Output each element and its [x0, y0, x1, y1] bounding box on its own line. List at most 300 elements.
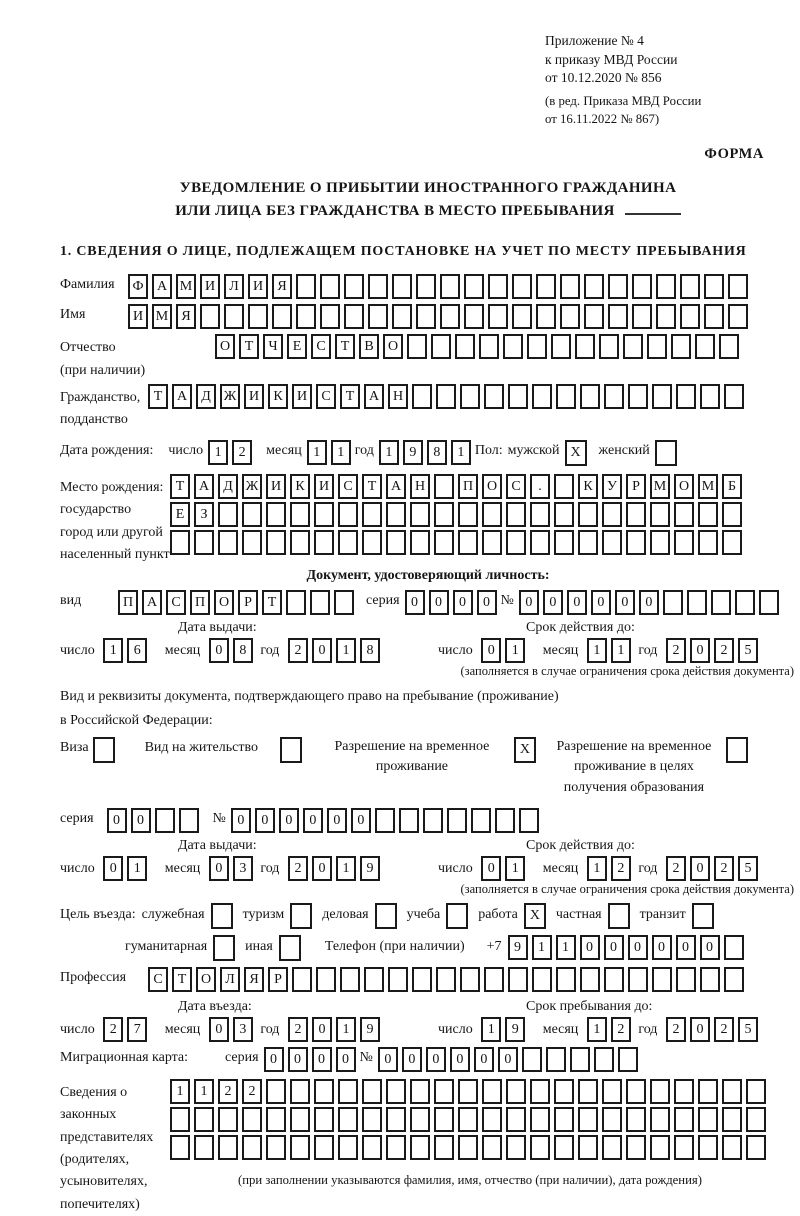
char-box[interactable]: [464, 304, 484, 329]
char-box[interactable]: 2: [714, 856, 734, 881]
char-box[interactable]: Д: [196, 384, 216, 409]
char-box[interactable]: [652, 384, 672, 409]
char-box[interactable]: [508, 967, 528, 992]
char-box[interactable]: [626, 1107, 646, 1132]
char-box[interactable]: [386, 1107, 406, 1132]
representatives-line2[interactable]: [170, 1107, 770, 1132]
char-box[interactable]: [464, 274, 484, 299]
char-box[interactable]: [506, 1079, 526, 1104]
char-box[interactable]: [719, 334, 739, 359]
char-box[interactable]: 1: [331, 440, 351, 465]
char-box[interactable]: [392, 304, 412, 329]
char-box[interactable]: [698, 1135, 718, 1160]
char-box[interactable]: [344, 304, 364, 329]
stay-until-year-boxes[interactable]: [666, 1017, 762, 1042]
char-box[interactable]: [626, 1079, 646, 1104]
char-box[interactable]: 0: [209, 1017, 229, 1042]
char-box[interactable]: 0: [676, 935, 696, 960]
char-box[interactable]: [656, 274, 676, 299]
char-box[interactable]: [663, 590, 683, 615]
char-box[interactable]: [632, 274, 652, 299]
char-box[interactable]: 0: [378, 1047, 398, 1072]
char-box[interactable]: [746, 1079, 766, 1104]
char-box[interactable]: Л: [220, 967, 240, 992]
char-box[interactable]: [532, 967, 552, 992]
stay-issue-day-boxes[interactable]: [103, 856, 151, 881]
char-box[interactable]: [578, 530, 598, 555]
char-box[interactable]: 0: [255, 808, 275, 833]
char-box[interactable]: 1: [194, 1079, 214, 1104]
char-box[interactable]: [292, 967, 312, 992]
char-box[interactable]: [650, 1079, 670, 1104]
char-box[interactable]: 6: [127, 638, 147, 663]
char-box[interactable]: [602, 502, 622, 527]
char-box[interactable]: [527, 334, 547, 359]
char-box[interactable]: 2: [242, 1079, 262, 1104]
char-box[interactable]: [488, 274, 508, 299]
char-box[interactable]: 0: [591, 590, 611, 615]
char-box[interactable]: [522, 1047, 542, 1072]
char-box[interactable]: [386, 502, 406, 527]
char-box[interactable]: [416, 274, 436, 299]
char-box[interactable]: [560, 274, 580, 299]
char-box[interactable]: Ж: [220, 384, 240, 409]
char-box[interactable]: [602, 1107, 622, 1132]
char-box[interactable]: [423, 808, 443, 833]
birth-day-boxes[interactable]: [208, 440, 256, 465]
char-box[interactable]: [704, 304, 724, 329]
char-box[interactable]: 8: [360, 638, 380, 663]
char-box[interactable]: [674, 502, 694, 527]
char-box[interactable]: [338, 1135, 358, 1160]
char-box[interactable]: 0: [700, 935, 720, 960]
char-box[interactable]: [722, 1135, 742, 1160]
char-box[interactable]: [314, 1079, 334, 1104]
char-box[interactable]: 0: [639, 590, 659, 615]
char-box[interactable]: И: [200, 274, 220, 299]
char-box[interactable]: [368, 274, 388, 299]
char-box[interactable]: [266, 502, 286, 527]
char-box[interactable]: А: [152, 274, 172, 299]
char-box[interactable]: С: [338, 474, 358, 499]
char-box[interactable]: И: [266, 474, 286, 499]
char-box[interactable]: [554, 530, 574, 555]
char-box[interactable]: [286, 590, 306, 615]
char-box[interactable]: [248, 304, 268, 329]
char-box[interactable]: 0: [481, 856, 501, 881]
char-box[interactable]: [676, 384, 696, 409]
char-box[interactable]: 1: [611, 638, 631, 663]
char-box[interactable]: 2: [666, 638, 686, 663]
char-box[interactable]: [512, 274, 532, 299]
char-box[interactable]: [676, 967, 696, 992]
char-box[interactable]: С: [148, 967, 168, 992]
char-box[interactable]: Т: [262, 590, 282, 615]
char-box[interactable]: [410, 530, 430, 555]
char-box[interactable]: 5: [738, 856, 758, 881]
char-box[interactable]: [388, 967, 408, 992]
char-box[interactable]: [242, 1107, 262, 1132]
char-box[interactable]: 1: [127, 856, 147, 881]
char-box[interactable]: [410, 502, 430, 527]
char-box[interactable]: [218, 1107, 238, 1132]
char-box[interactable]: [722, 502, 742, 527]
char-box[interactable]: Т: [340, 384, 360, 409]
char-box[interactable]: [551, 334, 571, 359]
representatives-line1[interactable]: [170, 1079, 770, 1104]
char-box[interactable]: [458, 1135, 478, 1160]
char-box[interactable]: 3: [233, 856, 253, 881]
char-box[interactable]: [484, 384, 504, 409]
entry-month-boxes[interactable]: [209, 1017, 257, 1042]
char-box[interactable]: 0: [543, 590, 563, 615]
char-box[interactable]: 0: [615, 590, 635, 615]
purpose-tourism-checkbox[interactable]: [290, 903, 312, 929]
char-box[interactable]: [434, 530, 454, 555]
char-box[interactable]: 9: [403, 440, 423, 465]
char-box[interactable]: Т: [362, 474, 382, 499]
char-box[interactable]: [503, 334, 523, 359]
char-box[interactable]: А: [142, 590, 162, 615]
char-box[interactable]: [700, 384, 720, 409]
issue-day-boxes[interactable]: [103, 638, 151, 663]
char-box[interactable]: [272, 304, 292, 329]
char-box[interactable]: [412, 967, 432, 992]
char-box[interactable]: У: [602, 474, 622, 499]
char-box[interactable]: 0: [402, 1047, 422, 1072]
sex-female-checkbox[interactable]: [655, 440, 677, 466]
purpose-private-checkbox[interactable]: [608, 903, 630, 929]
char-box[interactable]: [314, 530, 334, 555]
char-box[interactable]: [530, 1135, 550, 1160]
char-box[interactable]: [314, 1107, 334, 1132]
char-box[interactable]: В: [359, 334, 379, 359]
char-box[interactable]: [338, 530, 358, 555]
char-box[interactable]: [546, 1047, 566, 1072]
char-box[interactable]: [604, 384, 624, 409]
char-box[interactable]: 0: [288, 1047, 308, 1072]
char-box[interactable]: [554, 474, 574, 499]
char-box[interactable]: [482, 502, 502, 527]
stay-issue-year-boxes[interactable]: [288, 856, 384, 881]
char-box[interactable]: К: [290, 474, 310, 499]
char-box[interactable]: [479, 334, 499, 359]
char-box[interactable]: [170, 1135, 190, 1160]
char-box[interactable]: [320, 274, 340, 299]
char-box[interactable]: 2: [288, 1017, 308, 1042]
char-box[interactable]: [482, 1135, 502, 1160]
char-box[interactable]: [580, 384, 600, 409]
char-box[interactable]: [434, 474, 454, 499]
char-box[interactable]: [338, 1107, 358, 1132]
char-box[interactable]: 0: [264, 1047, 284, 1072]
char-box[interactable]: [632, 304, 652, 329]
char-box[interactable]: [506, 530, 526, 555]
char-box[interactable]: [722, 1107, 742, 1132]
char-box[interactable]: 2: [714, 1017, 734, 1042]
char-box[interactable]: П: [458, 474, 478, 499]
char-box[interactable]: И: [314, 474, 334, 499]
char-box[interactable]: [340, 967, 360, 992]
char-box[interactable]: С: [316, 384, 336, 409]
char-box[interactable]: [602, 530, 622, 555]
char-box[interactable]: 2: [103, 1017, 123, 1042]
char-box[interactable]: [506, 1107, 526, 1132]
char-box[interactable]: 0: [405, 590, 425, 615]
phone-boxes[interactable]: [508, 935, 748, 960]
char-box[interactable]: [578, 1107, 598, 1132]
char-box[interactable]: [656, 304, 676, 329]
char-box[interactable]: [458, 1079, 478, 1104]
char-box[interactable]: [364, 967, 384, 992]
char-box[interactable]: 0: [426, 1047, 446, 1072]
char-box[interactable]: О: [383, 334, 403, 359]
char-box[interactable]: [434, 1079, 454, 1104]
char-box[interactable]: [578, 502, 598, 527]
char-box[interactable]: [368, 304, 388, 329]
char-box[interactable]: Б: [722, 474, 742, 499]
char-box[interactable]: П: [190, 590, 210, 615]
purpose-business-checkbox[interactable]: [375, 903, 397, 929]
char-box[interactable]: [458, 530, 478, 555]
char-box[interactable]: Р: [238, 590, 258, 615]
char-box[interactable]: [623, 334, 643, 359]
birth-year-boxes[interactable]: [379, 440, 475, 465]
char-box[interactable]: [560, 304, 580, 329]
char-box[interactable]: [728, 274, 748, 299]
char-box[interactable]: 1: [336, 638, 356, 663]
char-box[interactable]: Ф: [128, 274, 148, 299]
char-box[interactable]: [290, 502, 310, 527]
char-box[interactable]: [584, 274, 604, 299]
char-box[interactable]: А: [364, 384, 384, 409]
char-box[interactable]: М: [152, 304, 172, 329]
char-box[interactable]: [194, 1135, 214, 1160]
edu-residence-checkbox[interactable]: [726, 737, 748, 763]
char-box[interactable]: О: [215, 334, 235, 359]
char-box[interactable]: Ж: [242, 474, 262, 499]
sex-male-checkbox[interactable]: X: [565, 440, 587, 466]
char-box[interactable]: 0: [477, 590, 497, 615]
temp-residence-checkbox[interactable]: X: [514, 737, 536, 763]
char-box[interactable]: Н: [410, 474, 430, 499]
char-box[interactable]: [440, 304, 460, 329]
char-box[interactable]: 1: [505, 638, 525, 663]
char-box[interactable]: [440, 274, 460, 299]
char-box[interactable]: [344, 274, 364, 299]
char-box[interactable]: [334, 590, 354, 615]
char-box[interactable]: [674, 1079, 694, 1104]
char-box[interactable]: [626, 530, 646, 555]
stay-valid-year-boxes[interactable]: [666, 856, 762, 881]
char-box[interactable]: 1: [307, 440, 327, 465]
char-box[interactable]: [711, 590, 731, 615]
char-box[interactable]: 8: [233, 638, 253, 663]
char-box[interactable]: [200, 304, 220, 329]
char-box[interactable]: [602, 1079, 622, 1104]
birth-place-line1[interactable]: [170, 474, 746, 499]
char-box[interactable]: Е: [287, 334, 307, 359]
char-box[interactable]: И: [244, 384, 264, 409]
char-box[interactable]: [722, 530, 742, 555]
char-box[interactable]: [266, 530, 286, 555]
char-box[interactable]: Я: [244, 967, 264, 992]
char-box[interactable]: [650, 530, 670, 555]
entry-day-boxes[interactable]: [103, 1017, 151, 1042]
stay-until-day-boxes[interactable]: [481, 1017, 529, 1042]
char-box[interactable]: [594, 1047, 614, 1072]
char-box[interactable]: [735, 590, 755, 615]
char-box[interactable]: 2: [218, 1079, 238, 1104]
char-box[interactable]: [671, 334, 691, 359]
char-box[interactable]: [386, 1135, 406, 1160]
char-box[interactable]: С: [506, 474, 526, 499]
char-box[interactable]: [314, 1135, 334, 1160]
char-box[interactable]: 0: [351, 808, 371, 833]
char-box[interactable]: С: [166, 590, 186, 615]
char-box[interactable]: [608, 274, 628, 299]
stay-until-month-boxes[interactable]: [587, 1017, 635, 1042]
purpose-work-checkbox[interactable]: X: [524, 903, 546, 929]
char-box[interactable]: А: [194, 474, 214, 499]
char-box[interactable]: 1: [481, 1017, 501, 1042]
citizenship-boxes[interactable]: [148, 384, 748, 409]
char-box[interactable]: [482, 1079, 502, 1104]
char-box[interactable]: [310, 590, 330, 615]
char-box[interactable]: [434, 1135, 454, 1160]
residence-permit-checkbox[interactable]: [280, 737, 302, 763]
char-box[interactable]: [554, 502, 574, 527]
char-box[interactable]: 0: [453, 590, 473, 615]
char-box[interactable]: [412, 384, 432, 409]
char-box[interactable]: 0: [567, 590, 587, 615]
char-box[interactable]: 2: [611, 856, 631, 881]
doc-series-boxes[interactable]: [405, 590, 501, 615]
char-box[interactable]: 0: [628, 935, 648, 960]
issue-month-boxes[interactable]: [209, 638, 257, 663]
char-box[interactable]: Т: [239, 334, 259, 359]
char-box[interactable]: [628, 967, 648, 992]
char-box[interactable]: [224, 304, 244, 329]
char-box[interactable]: 0: [498, 1047, 518, 1072]
char-box[interactable]: 1: [208, 440, 228, 465]
char-box[interactable]: Т: [172, 967, 192, 992]
char-box[interactable]: 0: [690, 1017, 710, 1042]
char-box[interactable]: Т: [170, 474, 190, 499]
char-box[interactable]: [746, 1135, 766, 1160]
char-box[interactable]: 9: [360, 856, 380, 881]
char-box[interactable]: [530, 530, 550, 555]
char-box[interactable]: 1: [451, 440, 471, 465]
char-box[interactable]: 1: [587, 638, 607, 663]
char-box[interactable]: 0: [209, 638, 229, 663]
char-box[interactable]: 0: [336, 1047, 356, 1072]
char-box[interactable]: [530, 1107, 550, 1132]
char-box[interactable]: 1: [170, 1079, 190, 1104]
char-box[interactable]: [512, 304, 532, 329]
char-box[interactable]: [296, 304, 316, 329]
char-box[interactable]: [386, 530, 406, 555]
visa-checkbox[interactable]: [93, 737, 115, 763]
char-box[interactable]: 1: [556, 935, 576, 960]
char-box[interactable]: К: [268, 384, 288, 409]
char-box[interactable]: [362, 1135, 382, 1160]
char-box[interactable]: [386, 1079, 406, 1104]
char-box[interactable]: [194, 530, 214, 555]
char-box[interactable]: О: [214, 590, 234, 615]
char-box[interactable]: [410, 1079, 430, 1104]
entry-year-boxes[interactable]: [288, 1017, 384, 1042]
char-box[interactable]: [508, 384, 528, 409]
char-box[interactable]: [410, 1135, 430, 1160]
char-box[interactable]: 8: [427, 440, 447, 465]
char-box[interactable]: [650, 1135, 670, 1160]
char-box[interactable]: [488, 304, 508, 329]
char-box[interactable]: 5: [738, 638, 758, 663]
char-box[interactable]: [314, 502, 334, 527]
name-boxes[interactable]: [128, 304, 752, 329]
char-box[interactable]: 0: [690, 856, 710, 881]
char-box[interactable]: [436, 384, 456, 409]
char-box[interactable]: [460, 967, 480, 992]
purpose-study-checkbox[interactable]: [446, 903, 468, 929]
char-box[interactable]: 0: [429, 590, 449, 615]
char-box[interactable]: [584, 304, 604, 329]
char-box[interactable]: [296, 274, 316, 299]
char-box[interactable]: 0: [580, 935, 600, 960]
stay-issue-month-boxes[interactable]: [209, 856, 257, 881]
char-box[interactable]: [484, 967, 504, 992]
char-box[interactable]: [728, 304, 748, 329]
char-box[interactable]: [554, 1135, 574, 1160]
char-box[interactable]: [495, 808, 515, 833]
char-box[interactable]: 1: [505, 856, 525, 881]
stay-valid-month-boxes[interactable]: [587, 856, 635, 881]
char-box[interactable]: [460, 384, 480, 409]
char-box[interactable]: [746, 1107, 766, 1132]
char-box[interactable]: [218, 502, 238, 527]
valid-day-boxes[interactable]: [481, 638, 529, 663]
char-box[interactable]: 9: [505, 1017, 525, 1042]
char-box[interactable]: .: [530, 474, 550, 499]
char-box[interactable]: 0: [209, 856, 229, 881]
char-box[interactable]: З: [194, 502, 214, 527]
char-box[interactable]: 0: [474, 1047, 494, 1072]
char-box[interactable]: [431, 334, 451, 359]
char-box[interactable]: 0: [279, 808, 299, 833]
char-box[interactable]: [266, 1107, 286, 1132]
char-box[interactable]: [674, 1107, 694, 1132]
char-box[interactable]: [536, 304, 556, 329]
char-box[interactable]: [698, 1079, 718, 1104]
char-box[interactable]: [458, 1107, 478, 1132]
char-box[interactable]: [628, 384, 648, 409]
purpose-humanitarian-checkbox[interactable]: [213, 935, 235, 961]
char-box[interactable]: И: [248, 274, 268, 299]
char-box[interactable]: 0: [231, 808, 251, 833]
char-box[interactable]: [436, 967, 456, 992]
char-box[interactable]: М: [650, 474, 670, 499]
char-box[interactable]: [407, 334, 427, 359]
char-box[interactable]: [375, 808, 395, 833]
char-box[interactable]: [647, 334, 667, 359]
stay-valid-day-boxes[interactable]: [481, 856, 529, 881]
char-box[interactable]: [618, 1047, 638, 1072]
char-box[interactable]: Ч: [263, 334, 283, 359]
char-box[interactable]: [362, 530, 382, 555]
char-box[interactable]: О: [482, 474, 502, 499]
patronymic-boxes[interactable]: [215, 334, 743, 359]
